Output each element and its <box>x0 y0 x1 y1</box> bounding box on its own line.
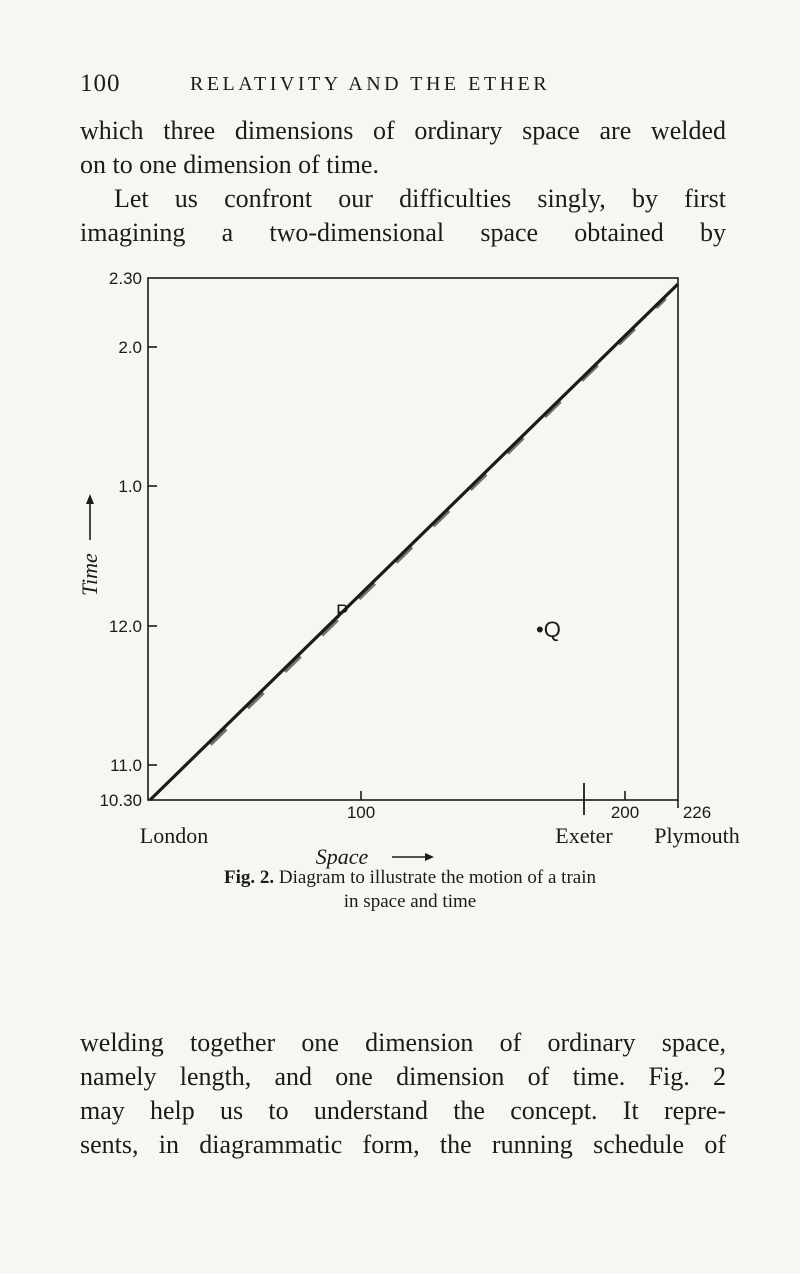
place-label-london: London <box>139 823 209 848</box>
y-axis-title: Time <box>77 553 102 596</box>
running-header <box>80 70 724 106</box>
y-tick-label: 11.0 <box>110 756 142 775</box>
y-tick-label: 12.0 <box>108 617 142 636</box>
caption-line-2: in space and time <box>343 891 477 912</box>
paragraph-3 <box>80 1026 726 1162</box>
paragraph-line: sents, in diagrammatic form, the running schedule of <box>80 1130 726 1159</box>
paragraph-line: which three dimensions of ordinary space are welded <box>80 116 726 145</box>
time-arrow-head <box>86 494 94 504</box>
paragraph-line: namely length, and one dimension of time. Fig. 2 <box>80 1062 726 1091</box>
diagram-svg <box>77 250 760 869</box>
y-tick-label: 10.30 <box>99 791 142 810</box>
place-label-plymouth: Plymouth <box>654 823 740 848</box>
paragraph-1 <box>80 114 726 250</box>
running-head: RELATIVITY AND THE ETHER <box>190 73 551 95</box>
paragraph-line: welding together one dimension of ordinary space, <box>80 1028 726 1057</box>
figure-caption <box>100 866 720 914</box>
y-tick-label: 2.0 <box>118 338 142 357</box>
point-p-label: P <box>336 602 349 623</box>
x-tick-label: 200 <box>610 803 640 822</box>
x-tick-label: 100 <box>346 803 376 822</box>
paragraph-line: on to one dimension of time. <box>80 150 379 179</box>
caption-text-1: Diagram to illustrate the motion of a train <box>278 867 596 888</box>
y-tick-label: 2.30 <box>108 269 142 288</box>
space-arrow-head <box>425 853 434 861</box>
point-q-label: •Q <box>536 617 561 642</box>
plot-frame <box>148 278 678 800</box>
x-axis-title: Space <box>315 844 369 869</box>
train-path-thick-segments <box>210 298 665 744</box>
train-path-line <box>150 284 678 800</box>
place-label-exeter: Exeter <box>555 823 613 848</box>
paragraph-line: imagining a two-dimensional space obtained by <box>80 218 726 247</box>
y-tick-label: 1.0 <box>118 477 142 496</box>
paragraph-line: Let us confront our difficulties singly, by first <box>114 184 726 213</box>
caption-label: Fig. 2. <box>224 867 275 888</box>
x-tick-label: 226 <box>682 803 712 822</box>
space-time-diagram <box>77 250 760 869</box>
page-number: 100 <box>80 70 121 97</box>
caption-line-1 <box>100 866 720 890</box>
paragraph-line: may help us to understand the concept. It repre- <box>80 1096 726 1125</box>
